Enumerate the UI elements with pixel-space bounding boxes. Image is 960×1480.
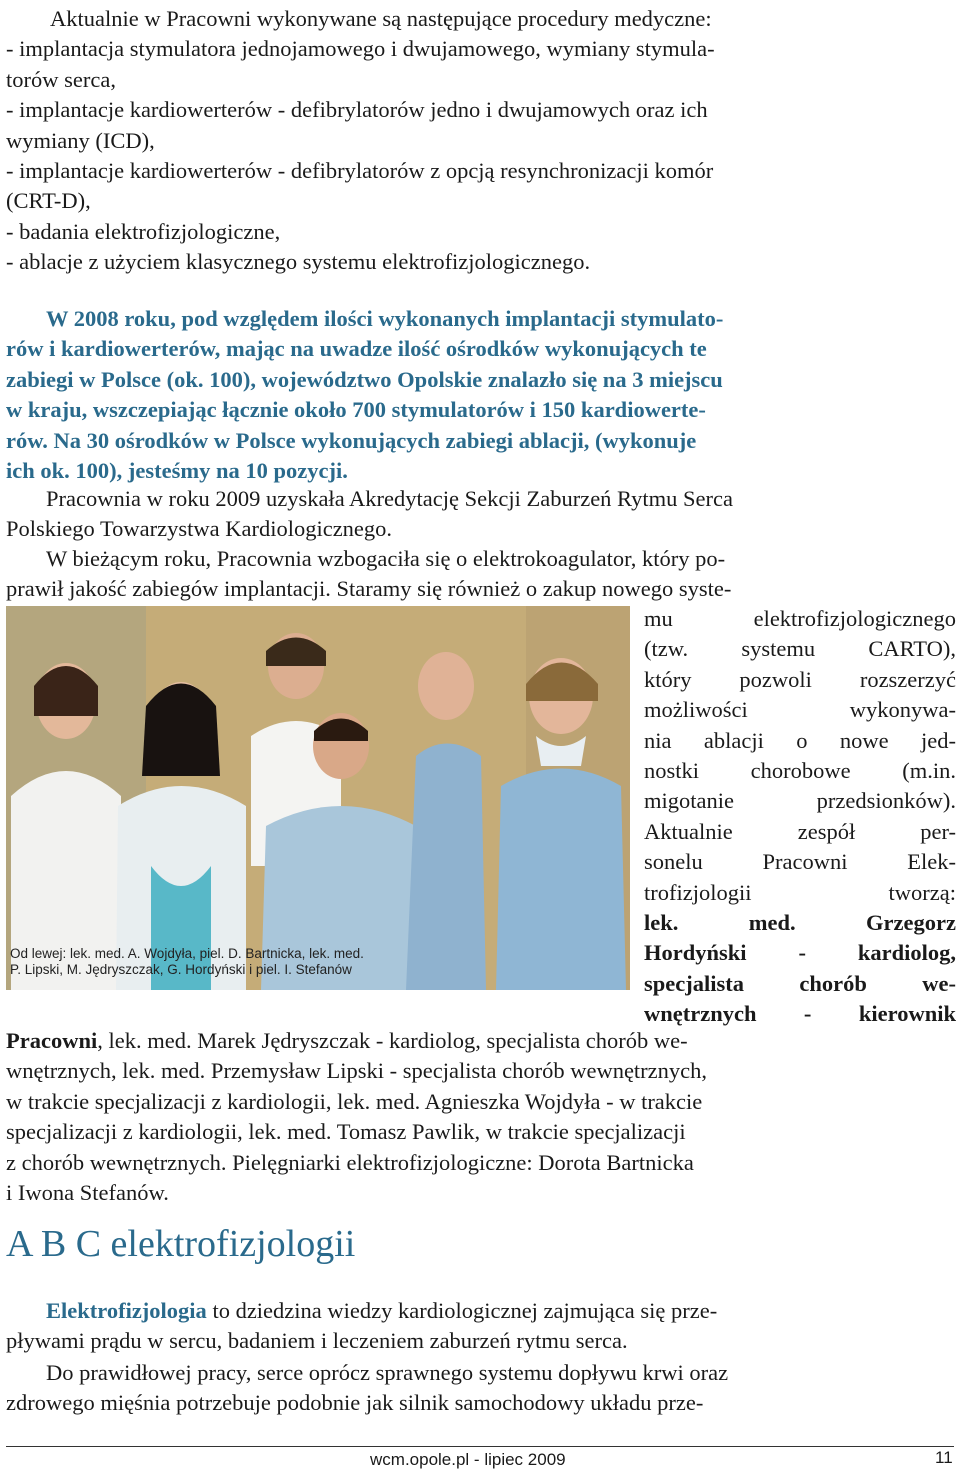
page-number: 11	[935, 1448, 953, 1467]
team-line: w trakcie specjalizacji z kardiologii, lek. med. Agnieszka Wojdyła - w trakcie	[6, 1088, 703, 1114]
wrap-column	[644, 604, 956, 1030]
accr-line: Polskiego Towarzystwa Kardiologicznego.	[6, 516, 393, 542]
team-line: specjalizacji z kardiologii, lek. med. Tomasz Pawlik, w trakcie specjalizacji	[6, 1119, 686, 1145]
def-line-rest: to dziedzina wiedzy kardiologicznej zajmująca się prze-	[206, 1298, 718, 1323]
def-line: pływami prądu w sercu, badaniem i leczeniem zaburzeń rytmu serca.	[6, 1328, 628, 1354]
stats-line: zabiegi w Polsce (ok. 100), województwo Opolskie znalazło się na 3 miejscu	[6, 366, 723, 392]
intro-line: - implantacja stymulatora jednojamowego i dwujamowego, wymiany stymula-	[6, 36, 715, 62]
stats-line: W 2008 roku, pod względem ilości wykonanych implantacji stymulato-	[46, 306, 724, 331]
team-line-rest: , lek. med. Marek Jędryszczak - kardiolog, specjalista chorób we-	[97, 1028, 688, 1053]
accr-line: Pracownia w roku 2009 uzyskała Akredytację Sekcji Zaburzeń Rytmu Serca	[46, 486, 734, 511]
last-line: Do prawidłowej pracy, serce oprócz sprawnego systemu dopływu krwi oraz	[46, 1360, 729, 1385]
definition-paragraph	[6, 1296, 956, 1357]
wrap-bold-line: lek. med. Grzegorz	[644, 910, 956, 936]
team-line: i Iwona Stefanów.	[6, 1180, 169, 1206]
procedures-intro	[6, 4, 956, 278]
photo-caption	[10, 946, 364, 978]
wrap-line: który pozwoli rozszerzyć	[644, 666, 956, 692]
statistics-paragraph	[6, 304, 956, 486]
wrap-bold-line: wnętrznych - kierownik	[644, 1001, 956, 1027]
wrap-bold-line: Hordyński - kardiolog,	[644, 940, 956, 966]
stats-line: rów. Na 30 ośrodków w Polsce wykonujących zabiegi ablacji, (wykonuje	[6, 427, 697, 453]
team-line: wnętrznych, lek. med. Przemysław Lipski - specjalista chorób wewnętrznych,	[6, 1058, 708, 1084]
wrap-line: (tzw. systemu CARTO),	[644, 636, 956, 662]
wrap-line: nostki chorobowe (m.in.	[644, 758, 956, 784]
equipment-paragraph	[6, 544, 956, 605]
stats-line: ich ok. 100), jesteśmy na 10 pozycji.	[6, 458, 348, 484]
wrap-line: sonelu Pracowni Elek-	[644, 849, 956, 875]
accreditation-paragraph	[6, 484, 956, 545]
equip-line: prawił jakość zabiegów implantacji. Staramy się również o zakup nowego syste-	[6, 576, 732, 602]
team-paragraph	[6, 1026, 956, 1208]
caption-line: Od lewej: lek. med. A. Wojdyła, piel. D. Bartnicka, lek. med.	[10, 946, 364, 961]
intro-line: (CRT-D),	[6, 188, 91, 214]
intro-line: torów serca,	[6, 66, 116, 92]
wrap-line: trofizjologii tworzą:	[644, 879, 956, 905]
team-photo	[6, 606, 630, 990]
wrap-line: nia ablacji o nowe jed-	[644, 727, 956, 753]
intro-line: - ablacje z użyciem klasycznego systemu elektrofizjologicznego.	[6, 249, 591, 275]
wrap-bold-line: specjalista chorób we-	[644, 970, 956, 996]
footer-source: wcm.opole.pl - lipiec 2009	[370, 1450, 566, 1469]
team-photo-illustration	[6, 606, 630, 990]
team-line	[6, 1026, 956, 1056]
wrap-line: migotanie przedsionków).	[644, 788, 956, 814]
team-bold-start: Pracowni	[6, 1028, 98, 1053]
intro-line: wymiany (ICD),	[6, 127, 155, 153]
closing-paragraph	[6, 1358, 956, 1419]
section-heading: A B C elektrofizjologii	[6, 1223, 356, 1265]
stats-line: rów i kardiowerterów, mając na uwadze ilość ośrodków wykonujących te	[6, 336, 707, 362]
intro-line: - implantacje kardiowerterów - defibrylatorów jedno i dwujamowych oraz ich	[6, 97, 708, 123]
team-line: z chorób wewnętrznych. Pielęgniarki elektrofizjologiczne: Dorota Bartnicka	[6, 1149, 694, 1175]
intro-line: - implantacje kardiowerterów - defibrylatorów z opcją resynchronizacji komór	[6, 158, 714, 184]
caption-line: P. Lipski, M. Jędryszczak, G. Hordyński i piel. I. Stefanów	[10, 962, 352, 977]
def-term: Elektrofizjologia	[46, 1298, 207, 1323]
wrap-line: możliwości wykonywa-	[644, 697, 956, 723]
equip-line: W bieżącym roku, Pracownia wzbogaciła się o elektrokoagulator, który po-	[46, 546, 726, 571]
wrap-line: Aktualnie zespół per-	[644, 818, 956, 844]
def-line	[6, 1296, 956, 1326]
footer-rule	[6, 1446, 954, 1447]
last-line: zdrowego mięśnia potrzebuje podobnie jak silnik samochodowy układu prze-	[6, 1390, 704, 1416]
wrap-line: mu elektrofizjologicznego	[644, 606, 956, 631]
intro-line: - badania elektrofizjologiczne,	[6, 218, 281, 244]
intro-line: Aktualnie w Pracowni wykonywane są następujące procedury medyczne:	[50, 6, 712, 31]
stats-line: w kraju, wszczepiając łącznie około 700 stymulatorów i 150 kardiowerte-	[6, 397, 706, 423]
